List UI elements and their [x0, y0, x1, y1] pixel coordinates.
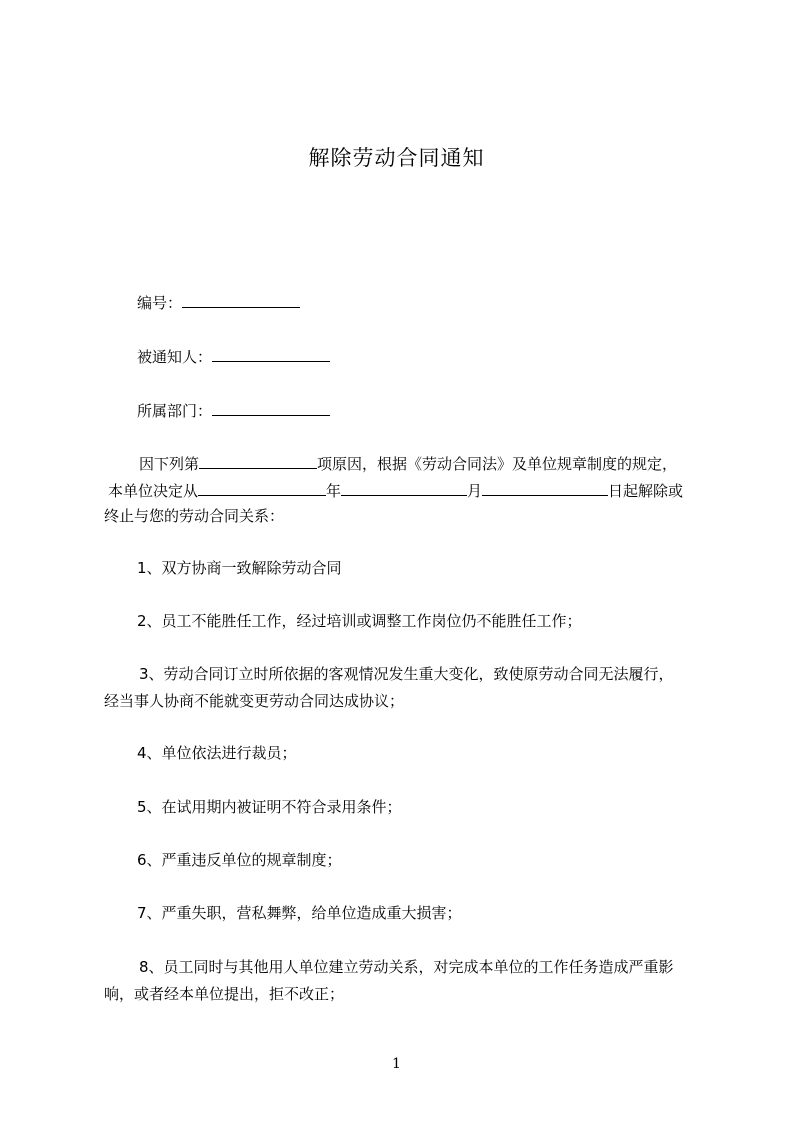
intro-text-2c: 月 [467, 482, 483, 500]
page-number: 1 [392, 1056, 401, 1072]
field-number-blank[interactable] [182, 294, 300, 308]
field-number [137, 294, 737, 311]
intro-line-1 [139, 455, 739, 472]
reason-item-8-line-2: 响，或者经本单位提出，拒不改正； [104, 985, 345, 1003]
reason-item-4: 4、单位依法进行裁员； [137, 744, 297, 762]
reason-item-7: 7、严重失职，营私舞弊，给单位造成重大损害； [137, 904, 462, 922]
document-title: 解除劳动合同通知 [308, 146, 485, 170]
reason-item-3-line-1: 3、劳动合同订立时所依据的客观情况发生重大变化，致使原劳动合同无法履行， [139, 665, 674, 683]
intro-text-2b: 年 [326, 482, 342, 500]
field-number-label: 编号： [137, 294, 183, 312]
field-department-blank[interactable] [212, 402, 330, 416]
reason-number-blank[interactable] [199, 455, 317, 469]
reason-item-8-line-1: 8、员工同时与其他用人单位建立劳动关系，对完成本单位的工作任务造成严重影 [139, 958, 674, 976]
field-recipient-label: 被通知人： [137, 348, 213, 366]
field-department [137, 402, 737, 419]
intro-text-2d: 日起解除或 [608, 482, 684, 500]
reason-item-5: 5、在试用期内被证明不符合录用条件； [137, 798, 402, 816]
year-blank[interactable] [198, 482, 326, 496]
reason-item-2: 2、员工不能胜任工作，经过培训或调整工作岗位仍不能胜任工作； [137, 612, 582, 630]
month-blank[interactable] [341, 482, 467, 496]
intro-line-3: 终止与您的劳动合同关系： [104, 507, 285, 525]
field-recipient [137, 348, 737, 365]
day-blank[interactable] [482, 482, 608, 496]
reason-item-3-line-2: 经当事人协商不能就变更劳动合同达成协议； [104, 692, 405, 710]
intro-text-1a: 因下列第 [139, 455, 200, 473]
intro-text-1b: 项原因，根据《劳动合同法》及单位规章制度的规定， [317, 455, 678, 473]
intro-text-2a: 本单位决定从 [108, 482, 199, 500]
intro-line-2 [108, 482, 708, 499]
field-department-label: 所属部门： [137, 402, 213, 420]
reason-item-6: 6、严重违反单位的规章制度； [137, 851, 342, 869]
field-recipient-blank[interactable] [212, 348, 330, 362]
reason-item-1: 1、双方协商一致解除劳动合同 [137, 559, 342, 577]
